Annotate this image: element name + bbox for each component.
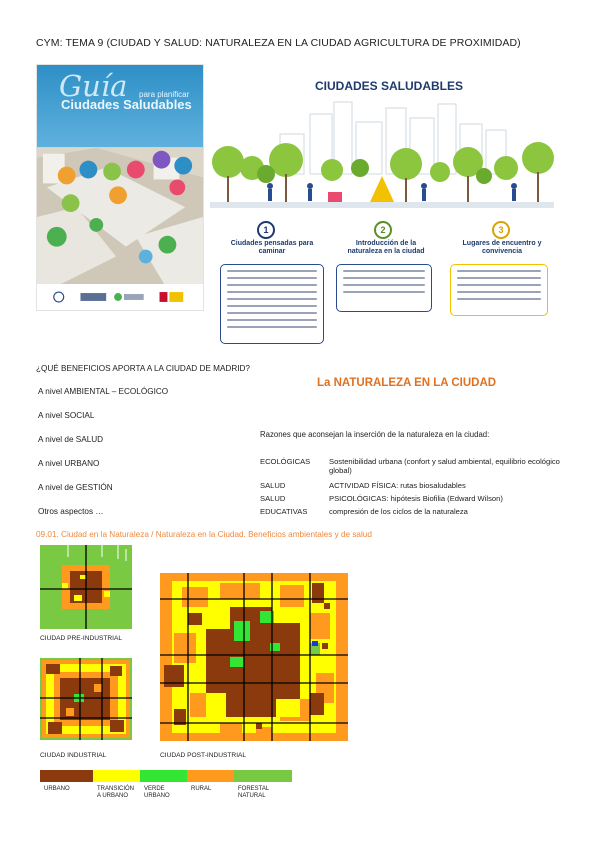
guide-cover-image: [36, 64, 204, 311]
level-social: A nivel SOCIAL: [38, 411, 95, 420]
city-skyline-illustration: [210, 94, 554, 214]
step-2-title: Introducción de la naturaleza en la ciudad: [347, 240, 425, 256]
reason-value-educativas: compresión de los ciclos de la naturaleza: [329, 507, 468, 516]
level-salud: A nivel de SALUD: [38, 435, 104, 444]
legend-label-rural: RURAL: [191, 786, 212, 792]
step-2-box: [336, 264, 432, 312]
map-industrial: [40, 658, 132, 740]
cover-logos: [37, 284, 203, 310]
reasons-intro: Razones que aconsejan la inserción de la naturaleza en la ciudad:: [260, 430, 490, 439]
legend-swatch-rural: [187, 770, 234, 782]
caption-pre-industrial: CIUDAD PRE-INDUSTRIAL: [40, 635, 123, 642]
ciudades-saludables-infographic: [210, 64, 554, 344]
legend-swatch-urbano: [40, 770, 93, 782]
legend-label-transicion: TRANSICIÓN A URBANO: [97, 786, 135, 799]
cover-city-illustration: [37, 147, 203, 287]
cover-guia-text: Guía: [59, 69, 128, 103]
map-post-industrial: [160, 573, 348, 741]
legend-label-forestal: FORESTAL NATURAL: [238, 786, 270, 799]
reason-value-salud-1: ACTIVIDAD FÍSICA: rutas biosaludables: [329, 481, 466, 490]
naturaleza-title: La NATURALEZA EN LA CIUDAD: [317, 377, 497, 389]
benefits-question: ¿QUÉ BENEFICIOS APORTA A LA CIUDAD DE MADRID?: [36, 364, 250, 373]
step-1-box: [220, 264, 324, 344]
reason-value-salud-2: PSICOLÓGICAS: hipótesis Biofilia (Edward Wilson): [329, 494, 503, 503]
reason-key-educativas: EDUCATIVAS: [260, 507, 308, 516]
step-2-number: 2: [374, 221, 392, 239]
caption-industrial: CIUDAD INDUSTRIAL: [40, 752, 107, 759]
step-3-title: Lugares de encuentro y convivencia: [462, 240, 542, 256]
legend-swatch-forestal: [234, 770, 292, 782]
reason-key-salud-2: SALUD: [260, 494, 286, 503]
step-3-box: [450, 264, 548, 316]
document-title: CYM: TEMA 9 (CIUDAD Y SALUD: NATURALEZA EN LA CIUDAD AGRICULTURA DE PROXIMIDAD): [36, 37, 521, 49]
infographic-title: CIUDADES SALUDABLES: [315, 79, 464, 93]
level-ambiental: A nivel AMBIENTAL – ECOLÓGICO: [38, 387, 169, 396]
level-otros: Otros aspectos …: [38, 507, 104, 516]
reason-value-ecologicas: Sostenibilidad urbana (confort y salud ambiental, equilibrio ecológico global): [329, 457, 560, 476]
caption-post-industrial: CIUDAD POST-INDUSTRIAL: [160, 752, 247, 759]
step-1-number: 1: [257, 221, 275, 239]
section-caption: 09.01. Ciudad en la Naturaleza / Naturaleza en la Ciudad. Beneficios ambientales y de salud: [36, 530, 372, 539]
step-1-title: Ciudades pensadas para caminar: [230, 240, 314, 256]
legend-swatch-verde-urbano: [140, 770, 187, 782]
map-pre-industrial: [40, 545, 132, 629]
reason-key-ecologicas: ECOLÓGICAS: [260, 457, 311, 466]
reason-key-salud-1: SALUD: [260, 481, 286, 490]
step-3-number: 3: [492, 221, 510, 239]
cover-ciudades-text: Ciudades Saludables: [61, 97, 192, 112]
level-urbano: A nivel URBANO: [38, 459, 100, 468]
cover-para-text: para planificar: [139, 90, 190, 99]
legend-swatch-transicion: [93, 770, 140, 782]
level-gestion: A nivel de GESTIÓN: [38, 483, 113, 492]
legend-label-verde-urbano: VERDE URBANO: [144, 786, 170, 799]
legend-label-urbano: URBANO: [44, 786, 70, 792]
